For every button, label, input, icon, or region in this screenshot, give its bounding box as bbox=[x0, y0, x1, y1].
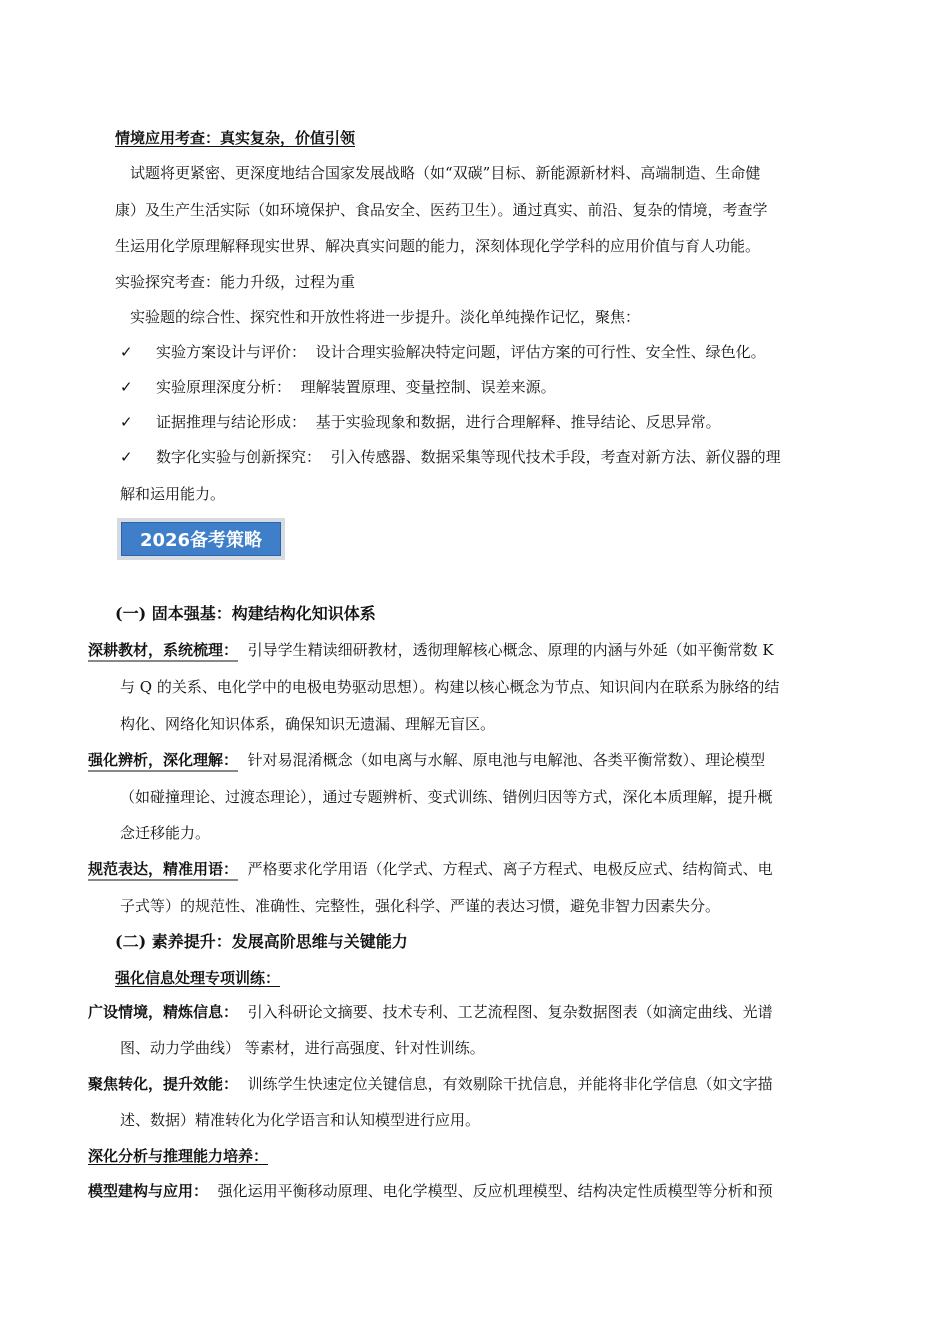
list-item-text: 基于实验现象和数据，进行合理解释、推导结论、反思异常。 bbox=[315, 413, 721, 431]
section-heading-experiment: 实验探究考查：能力升级，过程为重 bbox=[115, 273, 356, 291]
paragraph-line: 试题将更紧密、更深度地结合国家发展战略（如“双碳”目标、新能源新材料、高端制造、生命健 bbox=[130, 164, 761, 182]
strategy-text: 强化运用平衡移动原理、电化学模型、反应机理模型、结构决定性质模型等分析和预 bbox=[217, 1182, 773, 1200]
strategy-label: 聚焦转化，提升效能： bbox=[88, 1075, 239, 1093]
strategy-text: 针对易混淆概念（如电离与水解、原电池与电解池、各类平衡常数）、理论模型 bbox=[247, 751, 766, 769]
strategy-line: 述、数据）精准转化为化学语言和认知模型进行应用。 bbox=[120, 1111, 481, 1129]
section-heading-context: 情境应用考查：真实复杂，价值引领 bbox=[115, 129, 356, 147]
strategy-line: 念迁移能力。 bbox=[120, 824, 211, 842]
list-item-label: 实验方案设计与评价： bbox=[156, 343, 307, 361]
list-item bbox=[120, 377, 556, 397]
list-item bbox=[120, 447, 781, 467]
list-item-text: 引入传感器、数据采集等现代技术手段，考查对新方法、新仪器的理 bbox=[330, 448, 781, 466]
check-icon: ✓ bbox=[120, 448, 133, 466]
strategy-label: 深耕教材，系统梳理： bbox=[88, 641, 238, 662]
strategy-item bbox=[88, 859, 773, 879]
strategy-badge bbox=[117, 518, 285, 560]
strategy-badge-label: 2026备考策略 bbox=[121, 522, 281, 556]
strategy-text: 引入科研论文摘要、技术专利、工艺流程图、复杂数据图表（如滴定曲线、光谱 bbox=[247, 1003, 773, 1021]
strategy-line: 子式等）的规范性、准确性、完整性，强化科学、严谨的表达习惯，避免非智力因素失分。 bbox=[120, 897, 721, 915]
list-item-label: 实验原理深度分析： bbox=[156, 378, 292, 396]
strategy-text: 严格要求化学用语（化学式、方程式、离子方程式、电极反应式、结构简式、电 bbox=[247, 860, 773, 878]
list-item-label: 证据推理与结论形成： bbox=[156, 413, 307, 431]
check-icon: ✓ bbox=[120, 378, 133, 396]
part1-heading: (一) 固本强基：构建结构化知识体系 bbox=[115, 604, 376, 623]
subheading-info: 强化信息处理专项训练： bbox=[115, 969, 281, 987]
list-item-continuation: 解和运用能力。 bbox=[120, 485, 226, 503]
check-icon: ✓ bbox=[120, 343, 133, 361]
strategy-line: 图、动力学曲线） 等素材，进行高强度、针对性训练。 bbox=[120, 1039, 485, 1057]
strategy-text: 训练学生快速定位关键信息，有效剔除干扰信息，并能将非化学信息（如文字描 bbox=[247, 1075, 773, 1093]
strategy-item bbox=[88, 1181, 773, 1201]
strategy-label: 强化辨析，深化理解： bbox=[88, 751, 238, 772]
strategy-label: 广设情境，精炼信息： bbox=[88, 1003, 239, 1021]
strategy-text: 引导学生精读细研教材，透彻理解核心概念、原理的内涵与外延（如平衡常数 K bbox=[247, 641, 774, 659]
strategy-line: 构化、网络化知识体系，确保知识无遗漏、理解无盲区。 bbox=[120, 715, 496, 733]
strategy-item bbox=[88, 1002, 773, 1022]
strategy-label: 模型建构与应用： bbox=[88, 1182, 209, 1200]
strategy-line: （如碰撞理论、过渡态理论），通过专题辨析、变式训练、错例归因等方式，深化本质理解，提升概 bbox=[120, 788, 773, 806]
check-icon: ✓ bbox=[120, 413, 133, 431]
strategy-item bbox=[88, 750, 765, 770]
part2-heading: (二) 素养提升：发展高阶思维与关键能力 bbox=[115, 932, 408, 951]
list-item bbox=[120, 412, 721, 432]
paragraph-intro: 实验题的综合性、探究性和开放性将进一步提升。淡化单纯操作记忆，聚焦： bbox=[130, 308, 641, 326]
strategy-label: 规范表达，精准用语： bbox=[88, 860, 238, 881]
paragraph-line: 生运用化学原理解释现实世界、解决真实问题的能力，深刻体现化学学科的应用价值与育人功能。 bbox=[115, 237, 761, 255]
list-item bbox=[120, 342, 766, 362]
subheading-reasoning: 深化分析与推理能力培养： bbox=[88, 1147, 269, 1165]
paragraph-line: 康）及生产生活实际（如环境保护、食品安全、医药卫生）。通过真实、前沿、复杂的情境，考查学 bbox=[115, 201, 768, 219]
strategy-item bbox=[88, 640, 774, 660]
list-item-text: 设计合理实验解决特定问题，评估方案的可行性、安全性、绿色化。 bbox=[315, 343, 766, 361]
strategy-line: 与 Q 的关系、电化学中的电极电势驱动思想）。构建以核心概念为节点、知识间内在联系为脉络的结 bbox=[120, 678, 780, 696]
strategy-item bbox=[88, 1074, 773, 1094]
list-item-text: 理解装置原理、变量控制、误差来源。 bbox=[300, 378, 556, 396]
list-item-label: 数字化实验与创新探究： bbox=[156, 448, 322, 466]
